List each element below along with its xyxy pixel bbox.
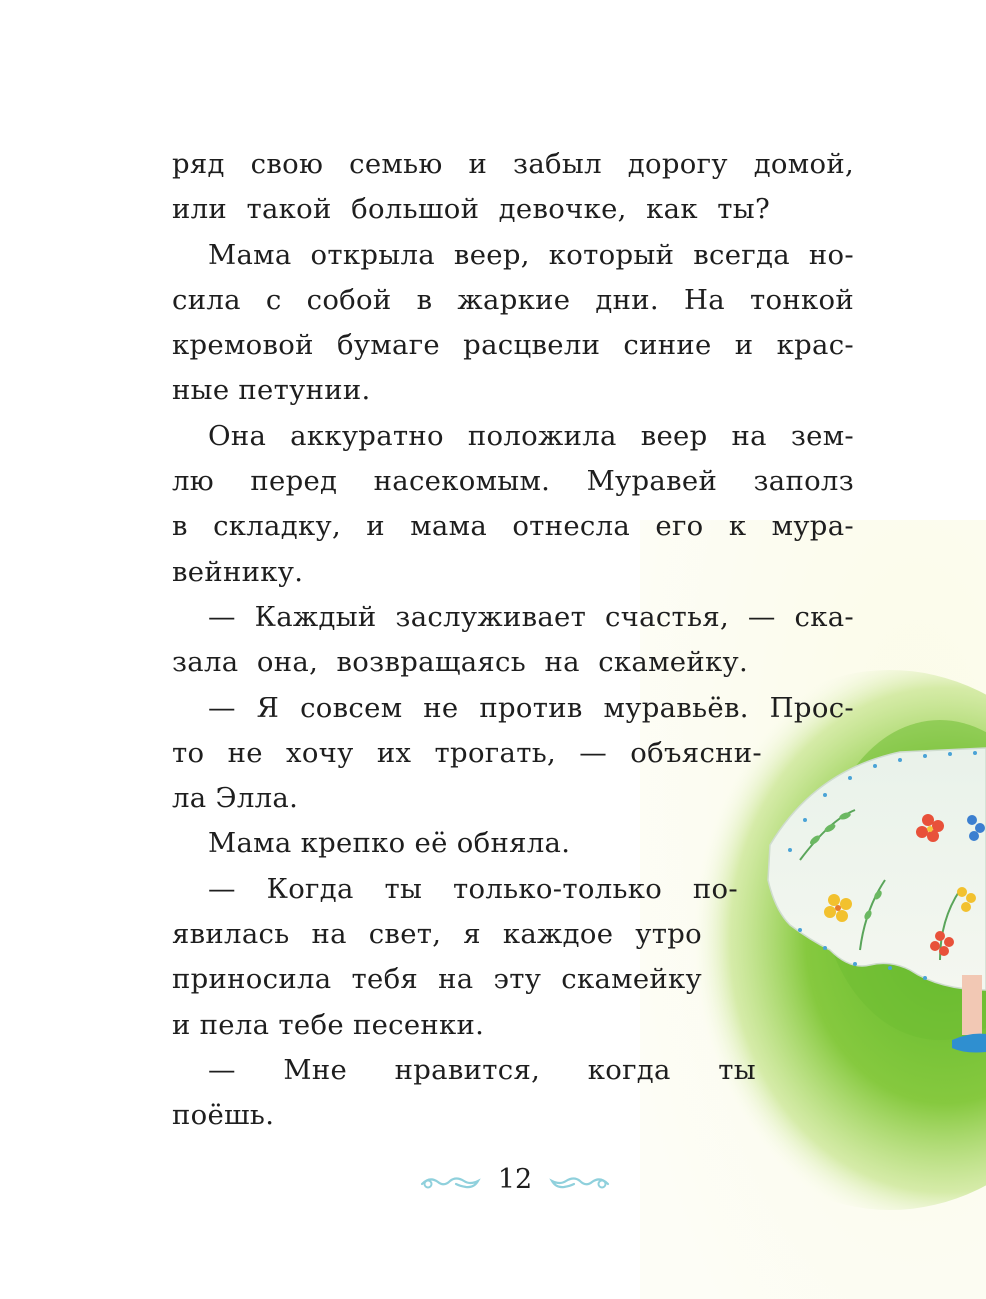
text-line: Она аккуратно положила веер на зем-: [208, 419, 854, 452]
page-number: 12: [497, 1164, 533, 1195]
text-line: — Мне нравится, когда ты: [208, 1053, 756, 1086]
text-line: — Я совсем не против муравьёв. Прос-: [208, 691, 854, 724]
text-line: поёшь.: [172, 1099, 275, 1132]
text-line: ла Элла.: [172, 782, 299, 815]
page-footer: [420, 1160, 610, 1204]
text-line: или такой большой девочке, как ты?: [172, 193, 770, 226]
text-line: — Когда ты только-только по-: [208, 872, 738, 905]
text-line: Мама открыла веер, который всегда но-: [208, 238, 854, 271]
text-line: явилась на свет, я каждое утро: [172, 918, 702, 951]
text-line: — Каждый заслуживает счастья, — ска-: [208, 600, 854, 633]
text-line: ные петунии.: [172, 374, 371, 407]
text-line: и пела тебе песенки.: [172, 1008, 485, 1041]
text-line: Мама крепко её обняла.: [208, 827, 571, 860]
ornament-swirl-right-icon: [548, 1172, 610, 1192]
text-line: зала она, возвращаясь на скамейку.: [172, 646, 748, 679]
text-line: лю перед насекомым. Муравей заполз: [172, 465, 854, 498]
text-line: приносила тебя на эту скамейку: [172, 963, 702, 996]
text-line: в складку, и мама отнесла его к мура-: [172, 510, 854, 543]
text-line: сила с собой в жаркие дни. На тонкой: [172, 283, 854, 316]
text-line: кремовой бумаге расцвели синие и крас-: [172, 329, 854, 362]
text-line: вейнику.: [172, 555, 304, 588]
text-line: то не хочу их трогать, — объясни-: [172, 736, 762, 769]
text-line: ряд свою семью и забыл дорогу домой,: [172, 148, 854, 180]
body-text: [172, 142, 854, 1139]
